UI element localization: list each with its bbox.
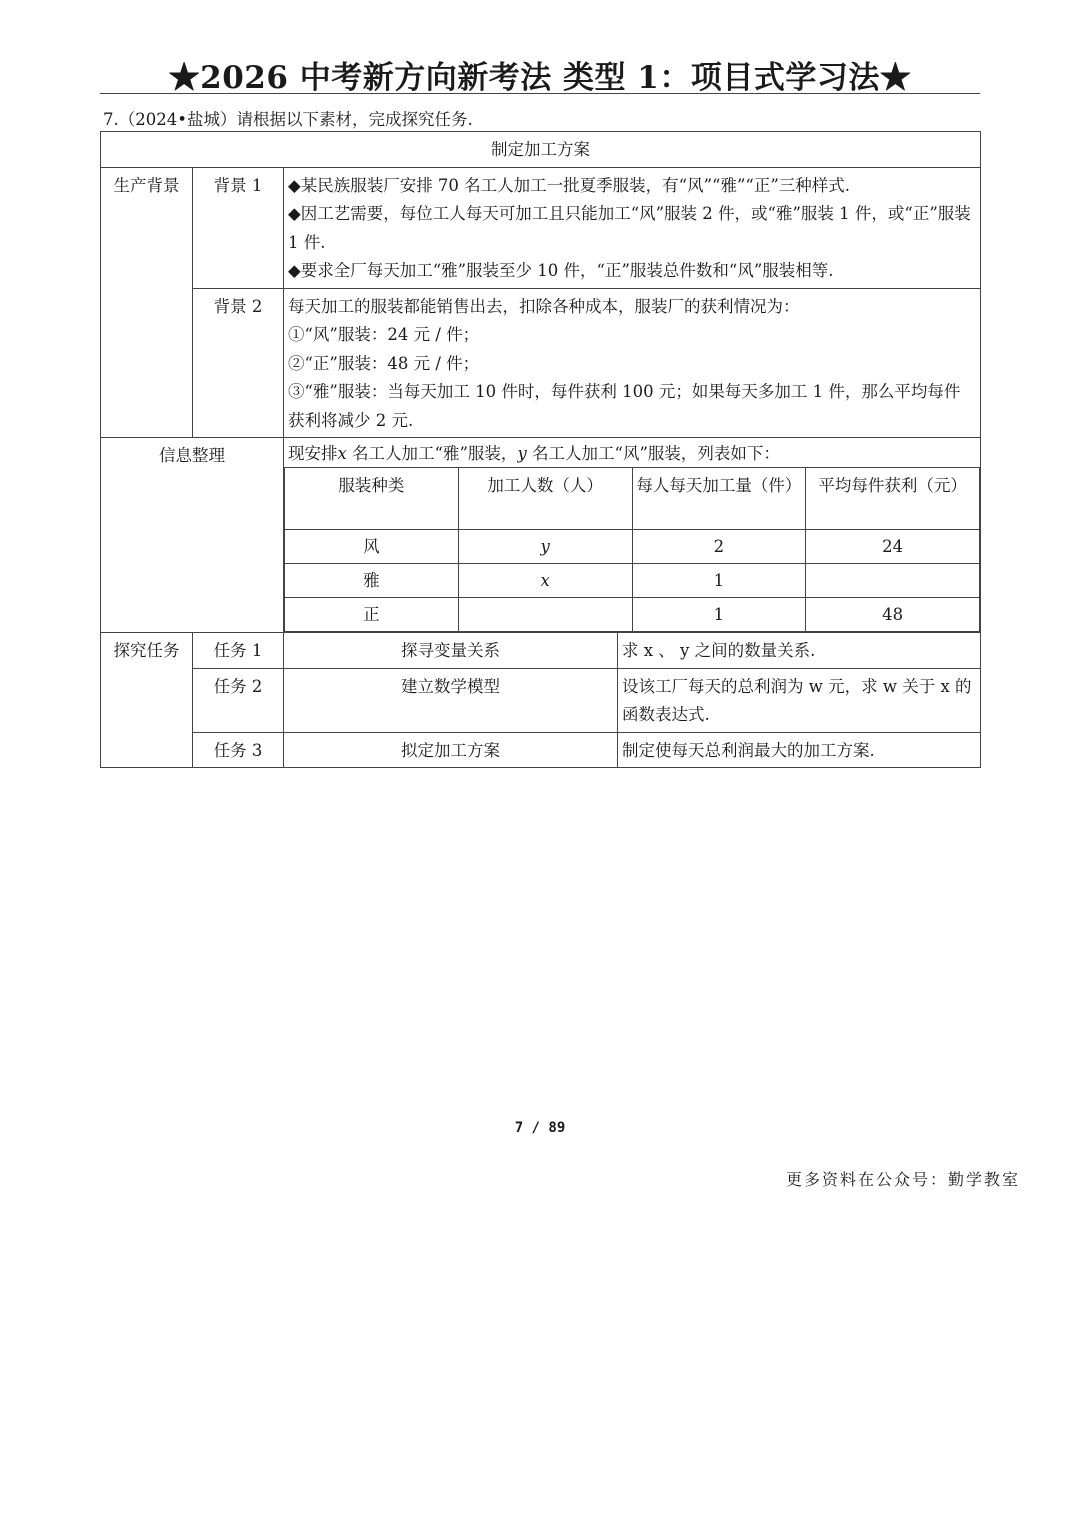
table-cell: x: [458, 564, 632, 598]
task-1-desc: 求 x 、 y 之间的数量关系.: [618, 633, 981, 669]
task-2-label: 任务 2: [193, 668, 284, 732]
header-divider: [100, 93, 980, 94]
table-cell: 风: [285, 530, 459, 564]
table-row: [285, 598, 980, 632]
table-cell: 1: [632, 598, 806, 632]
column-header: 每人每天加工量（件）: [632, 468, 806, 530]
table-cell: y: [458, 530, 632, 564]
production-label: 生产背景: [101, 167, 193, 438]
info-label: 信息整理: [101, 438, 284, 633]
table-row: [285, 530, 980, 564]
table-cell: 24: [806, 530, 980, 564]
table-cell: 雅: [285, 564, 459, 598]
variable-x: x: [337, 444, 347, 463]
background-2-content: [284, 288, 981, 438]
table-title: 制定加工方案: [101, 132, 981, 168]
background-1-content: [284, 167, 981, 288]
background-1-line: ◆要求全厂每天加工“雅”服装至少 10 件，“正”服装总件数和“风”服装相等.: [288, 261, 834, 280]
info-intro: [284, 438, 980, 467]
table-cell: 48: [806, 598, 980, 632]
question-intro: 7.（2024•盐城）请根据以下素材，完成探究任务.: [103, 110, 473, 129]
background-1-label: 背景 1: [193, 167, 284, 288]
table-cell: [458, 598, 632, 632]
column-header: 平均每件获利（元）: [806, 468, 980, 530]
background-1-line: ◆因工艺需要，每位工人每天可加工且只能加工“风”服装 2 件，或“雅”服装 1 件，或“正”服装 1 件.: [288, 204, 971, 252]
table-cell: 正: [285, 598, 459, 632]
plan-table: [100, 131, 981, 768]
info-intro-text: 名工人加工“风”服装，列表如下：: [526, 444, 780, 463]
footer-note: 更多资料在公众号：勤学教室: [785, 1170, 1020, 1189]
tasks-label: 探究任务: [101, 633, 193, 768]
column-header: 加工人数（人）: [458, 468, 632, 530]
background-2-line: ①“风”服装：24 元 / 件；: [288, 325, 480, 344]
page-title: ★2026 中考新方向新考法 类型 1：项目式学习法★: [168, 60, 912, 96]
background-2-line: 每天加工的服装都能销售出去，扣除各种成本，服装厂的获利情况为：: [288, 296, 800, 316]
background-1-line: ◆某民族服装厂安排 70 名工人加工一批夏季服装，有“风”“雅”“正”三种样式.: [288, 175, 851, 195]
info-data-table: [284, 467, 980, 632]
page-number: 7 / 89: [514, 1120, 566, 1136]
task-2-desc: 设该工厂每天的总利润为 w 元，求 w 关于 x 的函数表达式.: [618, 668, 981, 732]
table-cell: [806, 564, 980, 598]
background-2-line: ②“正”服装：48 元 / 件；: [288, 353, 480, 373]
column-header: 服装种类: [285, 468, 459, 530]
variable-y: y: [517, 444, 527, 463]
table-row: [285, 564, 980, 598]
task-3-desc: 制定使每天总利润最大的加工方案.: [618, 732, 981, 768]
task-3-label: 任务 3: [193, 732, 284, 768]
info-intro-text: 名工人加工“雅”服装，: [346, 444, 518, 463]
info-intro-text: 现安排: [288, 444, 338, 463]
task-1-name: 探寻变量关系: [284, 633, 618, 669]
task-3-name: 拟定加工方案: [284, 732, 618, 768]
background-2-label: 背景 2: [193, 288, 284, 438]
table-cell: 1: [632, 564, 806, 598]
info-content: [284, 438, 981, 633]
background-2-line: ③“雅”服装：当每天加工 10 件时，每件获利 100 元；如果每天多加工 1 件，那么平均每件获利将减少 2 元.: [288, 382, 961, 430]
task-1-label: 任务 1: [193, 633, 284, 669]
table-cell: 2: [632, 530, 806, 564]
task-2-name: 建立数学模型: [284, 668, 618, 732]
